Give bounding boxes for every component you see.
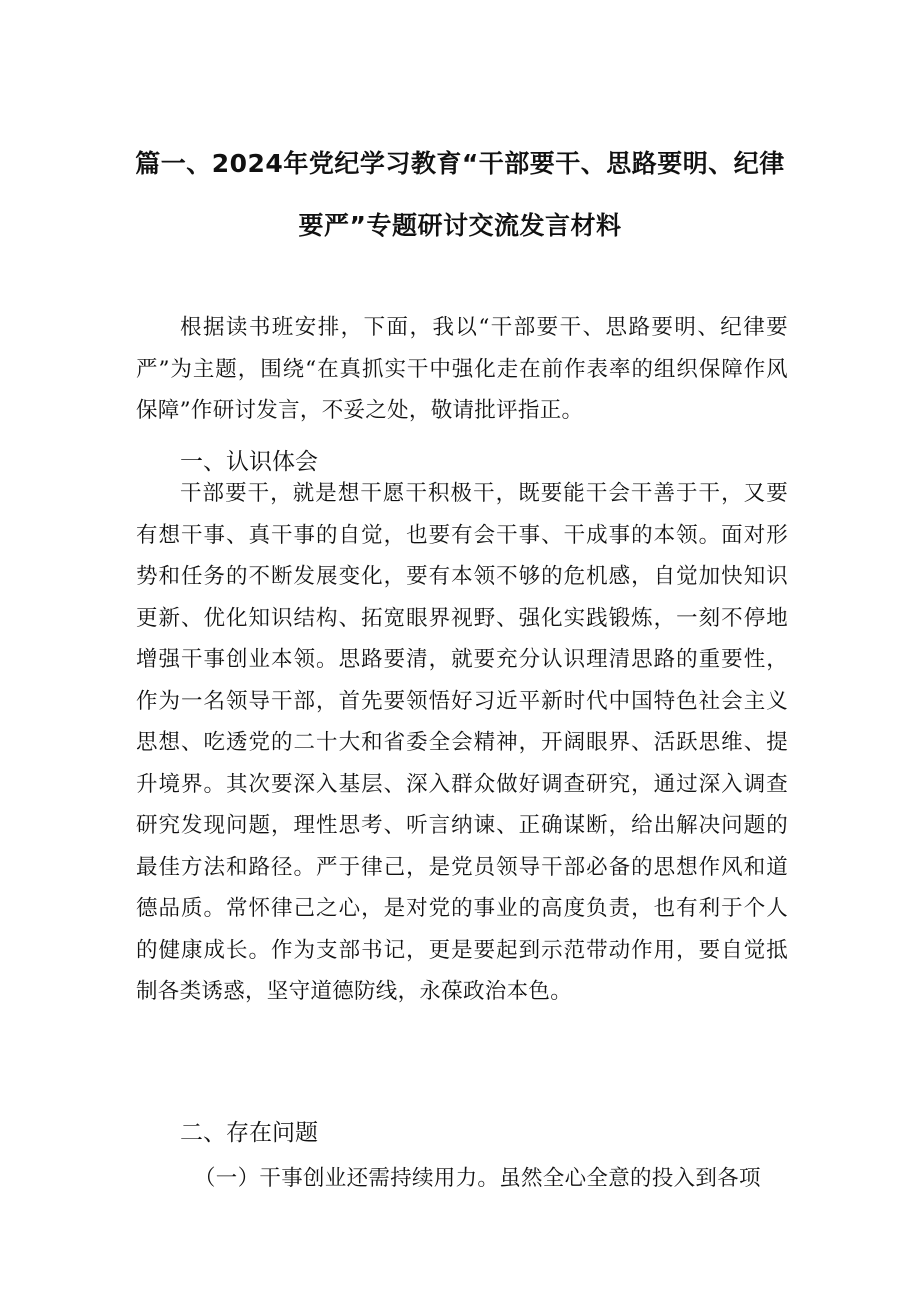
intro-paragraph: 根据读书班安排，下面，我以“干部要干、思路要明、纪律要严”为主题，围绕“在真抓实干中强化走在前作表率的组织保障作风保障”作研讨发言，不妥之处，敬请批评指正。: [136, 315, 788, 423]
document-title-line-1: 篇一、2024年党纪学习教育“干部要干、思路要明、纪律: [135, 149, 785, 178]
section-heading-understanding: 一、认识体会: [180, 449, 318, 475]
document-title-line-2: 要严”专题研讨交流发言材料: [298, 211, 622, 240]
section-2-item-1: （一）干事创业还需持续用力。虽然全心全意的投入到各项: [194, 1166, 761, 1191]
section-heading-problems: 二、存在问题: [180, 1120, 318, 1146]
section-1-body: 干部要干，就是想干愿干积极干，既要能干会干善于干，又要有想干事、真干事的自觉，也要有会干事、干成事的本领。面对形势和任务的不断发展变化，要有本领不够的危机感，自觉加快知识更新、优化知识结构、拓宽眼界视野、强化实践锻炼，一刻不停地增强干事创业本领。思路要清，就要充分认识理清思路的重要性，作为一名领导干部，首先要领悟好习近平新时代中国特色社会主义思想、吃透党的二十大和省委全会精神，开阔眼界、活跃思维、提升境界。其次要深入基层、深入群众做好调查研究，通过深入调查研究发现问题，理性思考、听言纳谏、正确谋断，给出解决问题的最佳方法和路径。严于律己，是党员领导干部必备的思想作风和道德品质。常怀律己之心，是对党的事业的高度负责，也有利于个人的健康成长。作为支部书记，更是要起到示范带动作用，要自觉抵制各类诱惑，坚守道德防线，永葆政治本色。: [136, 481, 788, 1004]
